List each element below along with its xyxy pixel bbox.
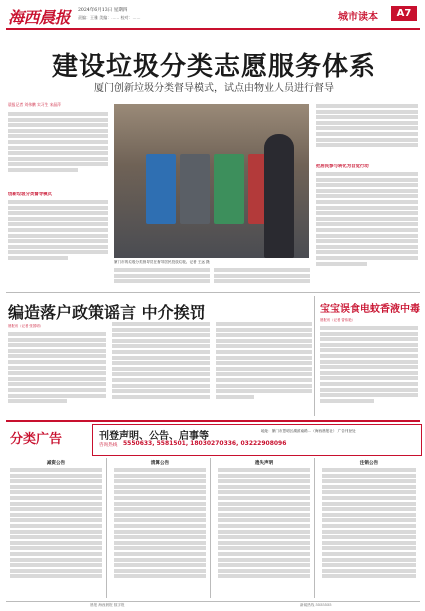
story2-byline: 晨报讯（记者 张国明） — [8, 324, 43, 328]
bin-green — [214, 154, 244, 224]
story2-title: 编造落户政策谣言 中介挨罚 — [8, 303, 206, 322]
ads-col-header: 注销公告 — [359, 461, 379, 466]
ads-col-text — [110, 468, 210, 578]
ads-col-3 — [214, 458, 315, 598]
person-figure — [264, 134, 294, 258]
story3-title: 宝宝误食电蚊香液中毒 — [320, 304, 420, 315]
lead-photo-caption: 厦门市的垃圾分类督导员在督导居民投放垃圾。记者 王远 摄 — [114, 260, 210, 264]
lead-text-col-3 — [214, 268, 310, 288]
lead-subhead-1: 创新垃圾分类督导模式 — [8, 192, 52, 197]
ads-phone-label: 咨询热线 — [99, 443, 118, 448]
story2-col-1 — [8, 332, 106, 416]
lead-byline: 晨报记者 刘伟鹏 实习生 宋晶萍 — [8, 102, 61, 107]
ads-col-header: 清算公告 — [150, 461, 170, 466]
masthead-rule — [6, 28, 420, 30]
masthead-editor: 责编：王雅 美编：…… 校对：…… — [78, 15, 141, 20]
ads-col-1 — [6, 458, 107, 598]
ads-col-2 — [110, 458, 211, 598]
paper-logo: 海西晨报 — [8, 8, 71, 27]
footer-left: 晨报 海西晨报 数字报 — [90, 603, 125, 607]
story3-col — [320, 326, 418, 416]
footer-rule — [6, 601, 420, 602]
lead-bottom-rule — [6, 292, 420, 293]
lead-title: 建设垃圾分类志愿服务体系 — [51, 52, 376, 82]
ads-title: 刊登声明、公告、启事等 — [99, 431, 209, 442]
page-number: A7 — [391, 6, 417, 21]
section-label: 城市读本 — [338, 12, 378, 23]
ads-col-text — [6, 468, 106, 578]
lead-subtitle: 厦门创新垃圾分类督导模式，试点由物业人员进行督导 — [94, 83, 334, 94]
footer-right: 新闻热线 5555555 — [300, 603, 332, 607]
ads-col-header: 减资公告 — [46, 461, 66, 466]
ads-phones: 5550633, 5581501, 18030270336, 03222908096 — [123, 440, 287, 447]
lead-text-col-2 — [114, 268, 210, 288]
lead-subhead-2: 把居民参与转化为自觉行动 — [316, 164, 369, 169]
ads-section-label: 分类广告 — [10, 432, 63, 447]
lead-text-col-4 — [316, 104, 418, 160]
ads-top-rule — [6, 420, 420, 422]
ads-banner — [92, 424, 422, 456]
story3-byline: 晨报讯（记者 曾伟艳） — [320, 318, 355, 322]
lead-text-col-4b — [316, 172, 418, 288]
ads-col-header: 遗失声明 — [254, 461, 274, 466]
story2-col-3 — [216, 322, 312, 416]
column-divider — [314, 296, 315, 416]
ads-col-text — [318, 468, 420, 578]
ads-grid — [6, 458, 420, 598]
lead-photo — [114, 104, 309, 258]
masthead — [0, 0, 425, 30]
ads-col-4 — [318, 458, 420, 598]
lead-text-col-1b — [8, 200, 108, 274]
lead-text-col-1 — [8, 112, 108, 190]
bin-blue — [146, 154, 176, 224]
ads-address: 地址：厦门市思明区湖滨南路…（海西晨报社） 广告刊登处 — [261, 429, 356, 433]
ads-col-text — [214, 468, 314, 578]
masthead-date: 2024年6月13日 星期四 — [78, 8, 128, 13]
story2-col-2 — [112, 322, 210, 416]
bin-grey — [180, 154, 210, 224]
